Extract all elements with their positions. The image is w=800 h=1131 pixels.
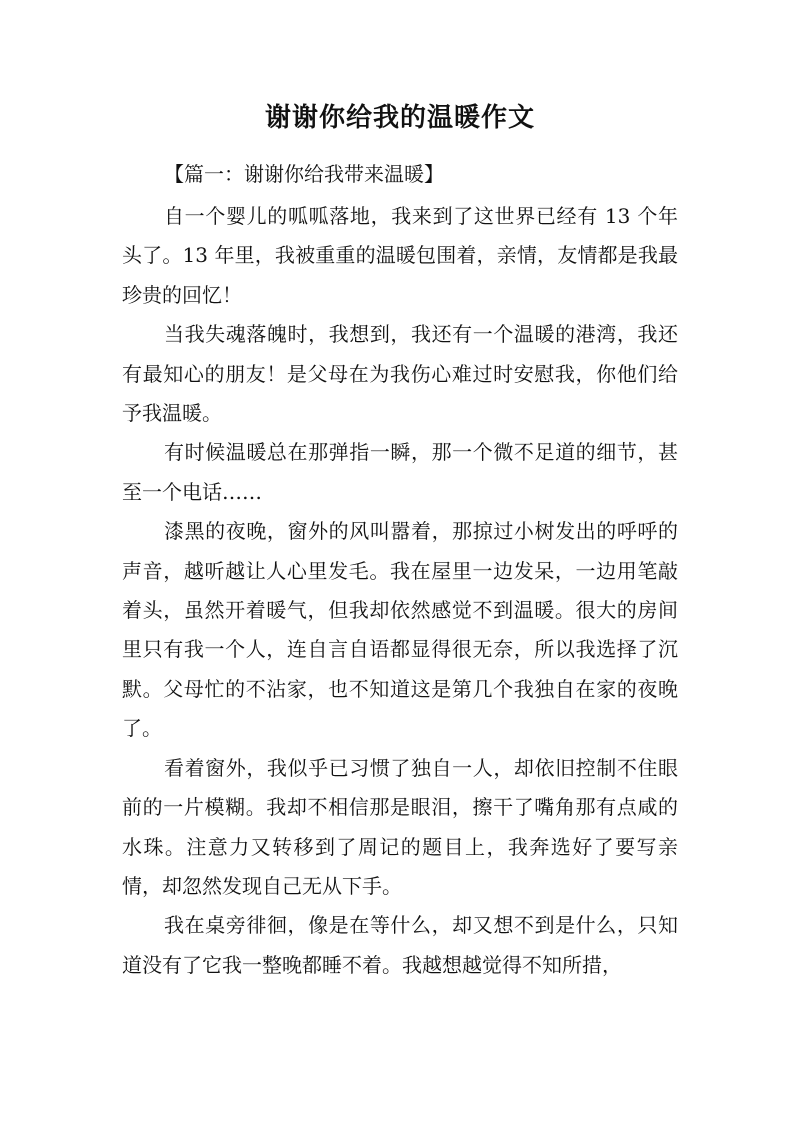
paragraph-6: 我在桌旁徘徊，像是在等什么，却又想不到是什么，只知道没有了它我一整晚都睡不着。我越想越觉得不知所措， bbox=[122, 913, 678, 977]
paragraph-4: 漆黑的夜晚，窗外的风叫嚣着，那掠过小树发出的呼呼的声音，越听越让人心里发毛。我在屋里一边发呆，一边用笔敲着头，虽然开着暖气，但我却依然感觉不到温暖。很大的房间里只有我一个人，连自言自语都显得很无奈，所以我选择了沉默。父母忙的不沾家，也不知道这是第几个我独自在家的夜晚了。 bbox=[122, 519, 678, 741]
paragraph-2: 当我失魂落魄时，我想到，我还有一个温暖的港湾，我还有最知心的朋友！是父母在为我伤心难过时安慰我，你他们给予我温暖。 bbox=[122, 322, 678, 426]
document-title: 谢谢你给我的温暖作文 bbox=[264, 103, 535, 133]
essay-body bbox=[122, 197, 678, 985]
paragraph-3: 有时候温暖总在那弹指一瞬，那一个微不足道的细节，甚至一个电话…… bbox=[122, 440, 678, 504]
paragraph-5: 看着窗外，我似乎已习惯了独自一人，却依旧控制不住眼前的一片模糊。我却不相信那是眼泪，擦干了嘴角那有点咸的水珠。注意力又转移到了周记的题目上，我奔选好了要写亲情，却忽然发现自己无从下手。 bbox=[122, 755, 678, 898]
paragraph-1: 自一个婴儿的呱呱落地，我来到了这世界已经有 13 个年头了。13 年里，我被重重的温暖包围着，亲情，友情都是我最珍贵的回忆！ bbox=[122, 204, 678, 307]
section-heading: 【篇一：谢谢你给我带来温暖】 bbox=[164, 162, 444, 186]
